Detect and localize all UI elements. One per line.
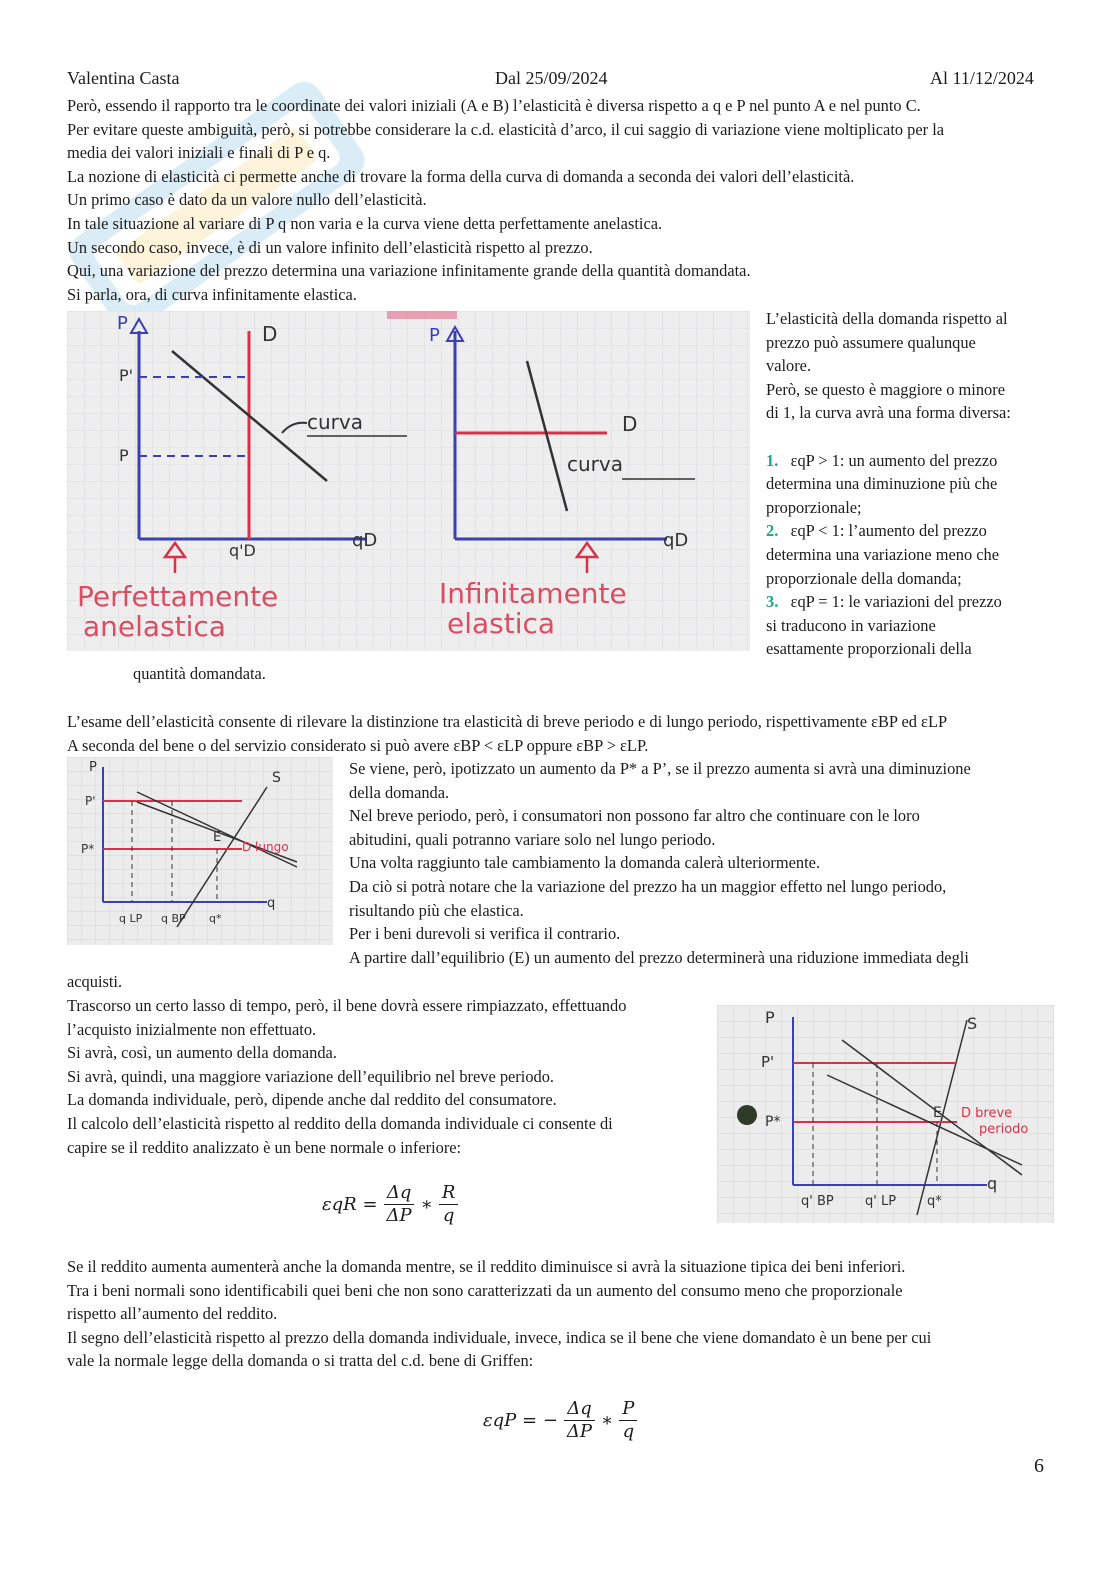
text-line: determina una variazione meno che: [766, 544, 999, 564]
denominator: q: [622, 1421, 635, 1442]
numerator: R: [439, 1182, 459, 1205]
text-line: εqP > 1: un aumento del prezzo: [790, 450, 998, 470]
demand-short-label-1: D breve: [961, 1106, 1013, 1121]
supply-label: S: [272, 770, 281, 786]
text-line: Si avrà, così, un aumento della domanda.: [67, 1043, 337, 1063]
operator: ∗: [420, 1194, 433, 1215]
text-line: l’acquisto inizialmente non effettuato.: [67, 1019, 317, 1039]
text-line: della domanda.: [349, 782, 450, 802]
numerator: Δq: [564, 1398, 595, 1421]
p-label: P: [119, 446, 129, 465]
income-elasticity-formula: [322, 1182, 458, 1227]
text-line: esattamente proporzionali della: [766, 639, 972, 659]
text-line: La domanda individuale, però, dipende anche dal reddito del consumatore.: [67, 1090, 557, 1110]
text-line: A seconda del bene o del servizio considerato si può avere εBP < εLP oppure εBP > εLP.: [67, 735, 649, 755]
text-line: Si avrà, quindi, una maggiore variazione dell’equilibrio nel breve periodo.: [67, 1066, 555, 1086]
text-line: determina una diminuzione più che: [766, 474, 998, 494]
text-line: valore.: [766, 356, 812, 376]
text-line: Trascorso un certo lasso di tempo, però, il bene dovrà essere rimpiazzato, effettuando: [67, 996, 627, 1015]
p1-label: P': [761, 1053, 775, 1071]
handwritten-chart-photo-short-run: [717, 1005, 1054, 1223]
text-line: Il segno dell’elasticità rispetto al prezzo della domanda individuale, invece, indica se il bene che viene domandato è un bene per cui: [67, 1327, 932, 1347]
q-bp-label: q' BP: [801, 1194, 834, 1209]
equilibrium-label: E: [933, 1105, 942, 1121]
text-line: Però, essendo il rapporto tra le coordinate dei valori iniziali (A e B) l’elasticità è diversa rispetto a q e P nel punto A e nel punto C.: [67, 96, 921, 115]
p-axis-label: P: [765, 1008, 775, 1027]
denominator: ΔP: [566, 1421, 593, 1442]
q-axis-label: q: [267, 896, 276, 911]
text-line: proporzionale;: [766, 497, 862, 517]
income-paragraph: [67, 1255, 1067, 1373]
q-star-label: q*: [209, 912, 222, 925]
text-line: Il calcolo dell’elasticità rispetto al reddito della domanda individuale ci consente di: [67, 1113, 613, 1133]
numerator: P: [619, 1398, 637, 1421]
p-axis-label: P: [89, 760, 97, 775]
text-line: vale la normale legge della domanda o si tratta del c.d. bene di Griffen:: [67, 1351, 534, 1371]
bp-lp-paragraph: [67, 710, 1067, 757]
durable-goods-paragraph: [67, 994, 707, 1159]
demand-short-label-2: periodo: [979, 1122, 1029, 1137]
header-date-to: Al 11/12/2024: [930, 68, 1034, 88]
text-line: A partire dall’equilibrio (E) un aumento del prezzo determinerà una riduzione immediata degli: [349, 947, 969, 967]
header-author: Valentina Casta: [67, 68, 180, 88]
intro-paragraph: [67, 94, 1057, 306]
text-line: Da ciò si potrà notare che la variazione del prezzo ha un maggior effetto nel lungo periodo,: [349, 876, 947, 896]
text-line: abitudini, quali potranno variare solo nel lungo periodo.: [349, 829, 716, 849]
numerator: Δq: [384, 1182, 415, 1205]
text-line: media dei valori iniziali e finali di P e q.: [67, 143, 331, 163]
text-line: Se il reddito aumenta aumenterà anche la domanda mentre, se il reddito diminuisce si avrà la situazione tipica dei beni inferiori.: [67, 1257, 906, 1276]
list-item: [766, 519, 1066, 543]
q-lp-label: q' LP: [865, 1194, 897, 1209]
fraction: [439, 1182, 459, 1227]
price-elasticity-formula: [483, 1398, 637, 1443]
text-line: prezzo può assumere qualunque: [766, 332, 976, 352]
operator: ∗: [601, 1410, 614, 1431]
q-axis-label: q: [987, 1174, 998, 1193]
supply-label: S: [967, 1014, 978, 1033]
long-run-paragraph: [349, 757, 1069, 969]
demand-long-label: D lungo: [242, 840, 289, 854]
text-line: L’elasticità della domanda rispetto al: [766, 309, 1008, 328]
caption-inelastic: anelastica: [83, 610, 226, 643]
text-line: Un secondo caso, invece, è di un valore infinito dell’elasticità rispetto al prezzo.: [67, 237, 593, 257]
text-line: Nel breve periodo, però, i consumatori non possono far altro che continuare con le loro: [349, 806, 920, 826]
denominator: ΔP: [386, 1205, 412, 1226]
demand-label-right: D: [622, 412, 638, 436]
list-tail: quantità domandata.: [133, 664, 266, 683]
fraction: [619, 1398, 637, 1443]
list-number: 3.: [766, 592, 779, 612]
q-axis-label-right: qD: [663, 530, 689, 551]
caption-perfectly: Perfettamente: [77, 580, 279, 613]
text-line: risultando più che elastica.: [349, 900, 524, 920]
text-line: In tale situazione al variare di P q non varia e la curva viene detta perfettamente anelastica.: [67, 213, 663, 233]
page-number: 6: [1034, 1455, 1044, 1477]
text-line: Però, se questo è maggiore o minore: [766, 379, 1005, 399]
list-number: 2.: [766, 521, 779, 541]
text-line: εqP = 1: le variazioni del prezzo: [790, 592, 1002, 612]
caption-infinitely: Infinitamente: [439, 577, 627, 610]
caption-elastic: elastica: [447, 607, 556, 640]
header-date-from: Dal 25/09/2024: [495, 68, 608, 88]
curve-label: curva: [307, 410, 363, 434]
formula-lhs: εqR =: [322, 1194, 378, 1215]
text-line: Un primo caso è dato da un valore nullo dell’elasticità.: [67, 190, 427, 210]
demand-label: D: [262, 322, 278, 346]
q-tick-label: q'D: [229, 541, 256, 560]
p1-label: P': [119, 366, 134, 385]
p-axis-label: P: [117, 313, 128, 334]
denominator: q: [442, 1205, 455, 1226]
pstar-label: P*: [765, 1114, 781, 1130]
text-line: Tra i beni normali sono identificabili quei beni che non sono caratterizzati da un aumento del consumo meno che proporzionale: [67, 1280, 903, 1300]
handwritten-chart-photo-long-run: [67, 757, 333, 945]
text-line: si traducono in variazione: [766, 615, 936, 635]
handwritten-chart-photo-elasticity: [67, 311, 750, 651]
text-line: Per i beni durevoli si verifica il contrario.: [349, 924, 621, 944]
text-line: Se viene, però, ipotizzato un aumento da P* a P’, se il prezzo aumenta si avrà una diminuzione: [349, 759, 971, 778]
text-line: rispetto all’aumento del reddito.: [67, 1304, 278, 1324]
text-line: Si parla, ora, di curva infinitamente elastica.: [67, 284, 357, 304]
q-star-label: q*: [927, 1194, 942, 1209]
text-line: proporzionale della domanda;: [766, 568, 962, 588]
text-line: Per evitare queste ambiguità, però, si potrebbe considerare la c.d. elasticità d’arco, il cui saggio di variazione viene moltiplicato per la: [67, 119, 945, 139]
fraction: [384, 1182, 415, 1227]
p1-label: P': [85, 794, 96, 808]
text-line: di 1, la curva avrà una forma diversa:: [766, 403, 1011, 423]
q-bp-label: q BP: [161, 912, 186, 925]
curve-label-right: curva: [567, 452, 623, 476]
list-item: [766, 449, 1066, 473]
pstar-label: P*: [81, 842, 95, 856]
q-lp-label: q LP: [119, 912, 143, 925]
text-line: capire se il reddito analizzato è un bene normale o inferiore:: [67, 1137, 462, 1157]
elasticity-side-text: [766, 307, 1066, 661]
acquisti-line: acquisti.: [67, 972, 123, 991]
text-line: Una volta raggiunto tale cambiamento la domanda calerà ulteriormente.: [349, 853, 821, 873]
equilibrium-label: E: [213, 830, 222, 845]
list-item: [766, 590, 1066, 614]
list-number: 1.: [766, 450, 779, 470]
formula-lhs: εqP = −: [483, 1410, 558, 1431]
p-axis-label-right: P: [429, 325, 440, 346]
text-line: εqP < 1: l’aumento del prezzo: [790, 521, 987, 541]
fraction: [564, 1398, 595, 1443]
text-line: Qui, una variazione del prezzo determina una variazione infinitamente grande della quantità domandata.: [67, 261, 751, 281]
text-line: La nozione di elasticità ci permette anche di trovare la forma della curva di domanda a seconda dei valori dell’elasticità.: [67, 166, 855, 186]
q-axis-label: qD: [352, 530, 378, 551]
dot-icon: [737, 1105, 757, 1125]
text-line: L’esame dell’elasticità consente di rilevare la distinzione tra elasticità di breve periodo e di lungo periodo, rispettivamente εBP ed εLP: [67, 712, 948, 731]
